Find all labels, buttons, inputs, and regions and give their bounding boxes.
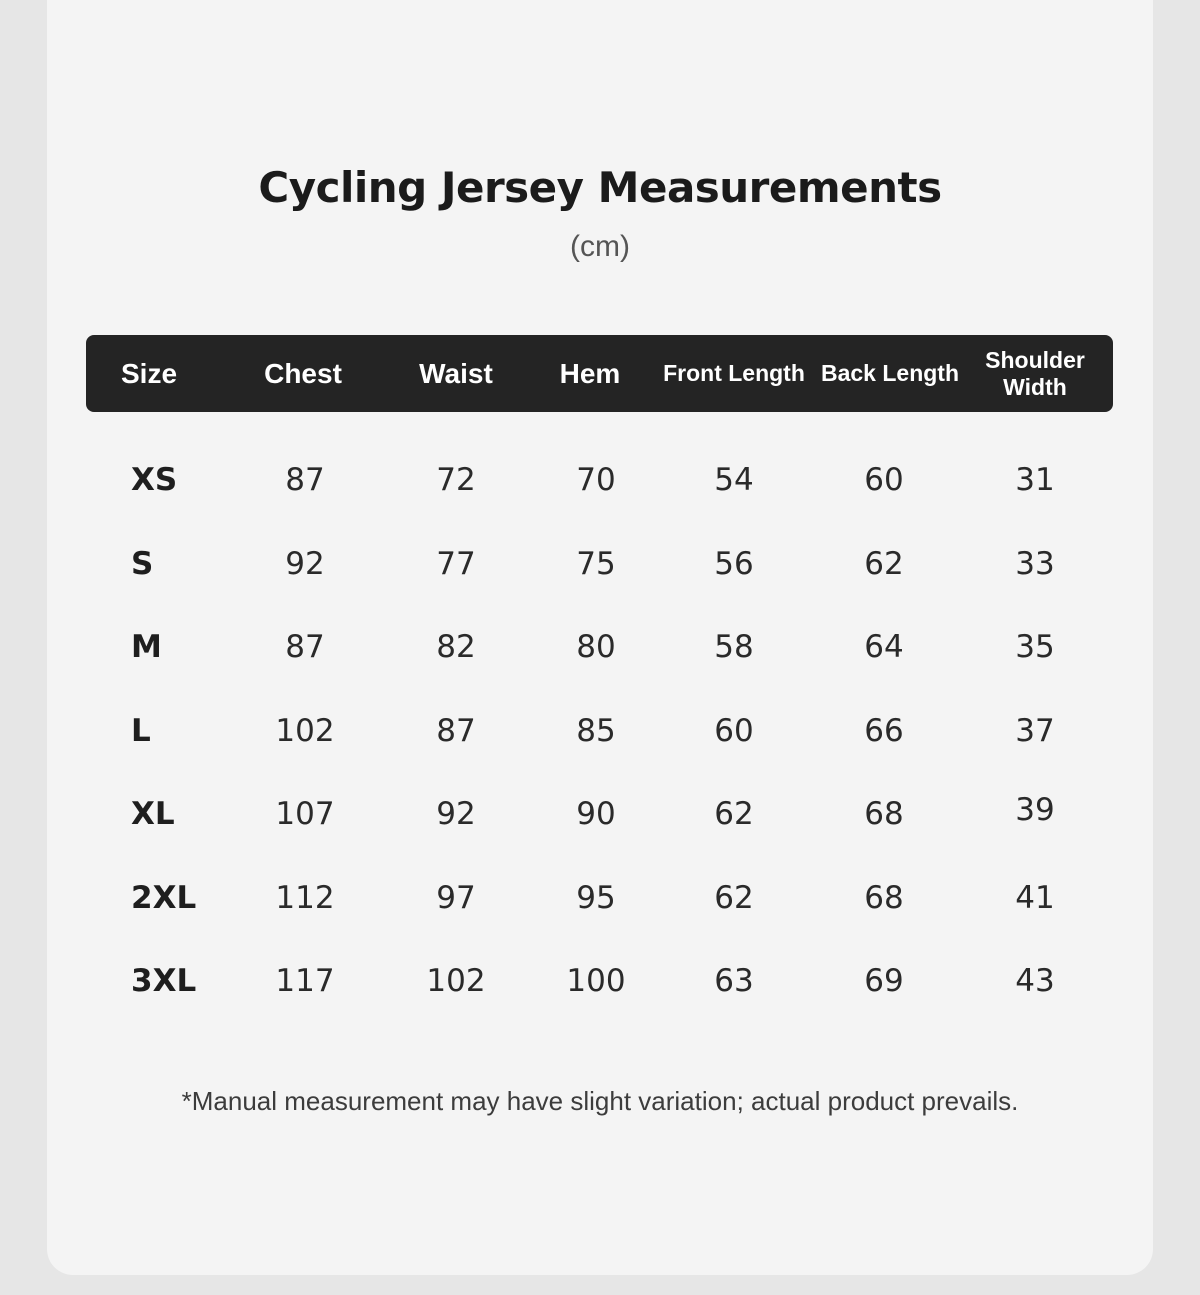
table-row (0, 534, 1200, 594)
size-cell: S (131, 546, 154, 582)
table-row (0, 617, 1200, 677)
waist-cell: 102 (426, 963, 486, 999)
back-length-cell: 68 (864, 880, 904, 916)
shoulder-width-cell: 41 (1015, 880, 1055, 916)
table-row (0, 951, 1200, 1011)
header-chest: Chest (264, 357, 342, 389)
header-front-length: Front Length (663, 360, 805, 386)
size-cell: M (131, 629, 162, 665)
table-row (0, 868, 1200, 928)
waist-cell: 77 (436, 546, 476, 582)
hem-cell: 85 (576, 713, 616, 749)
header-back-length: Back Length (820, 360, 960, 386)
shoulder-width-cell: 43 (1015, 963, 1055, 999)
back-length-cell: 60 (864, 462, 904, 498)
back-length-cell: 68 (864, 796, 904, 832)
shoulder-width-cell: 39 (1015, 792, 1055, 828)
measurement-disclaimer: *Manual measurement may have slight variation; actual product prevails. (181, 1086, 1019, 1116)
waist-cell: 87 (436, 713, 476, 749)
chest-cell: 117 (275, 963, 335, 999)
shoulder-width-cell: 35 (1015, 629, 1055, 665)
chest-cell: 102 (275, 713, 335, 749)
hem-cell: 75 (576, 546, 616, 582)
size-cell: 2XL (131, 880, 197, 916)
back-length-cell: 66 (864, 713, 904, 749)
hem-cell: 100 (566, 963, 626, 999)
page-title: Cycling Jersey Measurements (258, 163, 942, 212)
table-row (0, 784, 1200, 844)
table-header (86, 335, 1113, 412)
shoulder-width-cell: 33 (1015, 546, 1055, 582)
back-length-cell: 62 (864, 546, 904, 582)
shoulder-width-cell: 37 (1015, 713, 1055, 749)
shoulder-width-cell: 31 (1015, 462, 1055, 498)
table-row (0, 450, 1200, 510)
header-size: Size (121, 357, 178, 389)
front-length-cell: 54 (714, 462, 754, 498)
back-length-cell: 69 (864, 963, 904, 999)
hem-cell: 90 (576, 796, 616, 832)
header-hem: Hem (559, 357, 621, 389)
chest-cell: 107 (275, 796, 335, 832)
chest-cell: 112 (275, 880, 335, 916)
table-row (0, 701, 1200, 761)
chest-cell: 87 (285, 462, 325, 498)
front-length-cell: 62 (714, 880, 754, 916)
size-cell: L (131, 713, 151, 749)
waist-cell: 82 (436, 629, 476, 665)
size-cell: XL (131, 796, 175, 832)
back-length-cell: 64 (864, 629, 904, 665)
chest-cell: 92 (285, 546, 325, 582)
front-length-cell: 60 (714, 713, 754, 749)
header-shoulder-width: Shoulder Width (985, 346, 1085, 400)
hem-cell: 95 (576, 880, 616, 916)
waist-cell: 72 (436, 462, 476, 498)
waist-cell: 92 (436, 796, 476, 832)
front-length-cell: 58 (714, 629, 754, 665)
chest-cell: 87 (285, 629, 325, 665)
hem-cell: 70 (576, 462, 616, 498)
front-length-cell: 63 (714, 963, 754, 999)
front-length-cell: 62 (714, 796, 754, 832)
hem-cell: 80 (576, 629, 616, 665)
waist-cell: 97 (436, 880, 476, 916)
front-length-cell: 56 (714, 546, 754, 582)
header-waist: Waist (419, 357, 493, 389)
unit-label: (cm) (570, 230, 630, 263)
size-cell: XS (131, 462, 178, 498)
size-cell: 3XL (131, 963, 197, 999)
